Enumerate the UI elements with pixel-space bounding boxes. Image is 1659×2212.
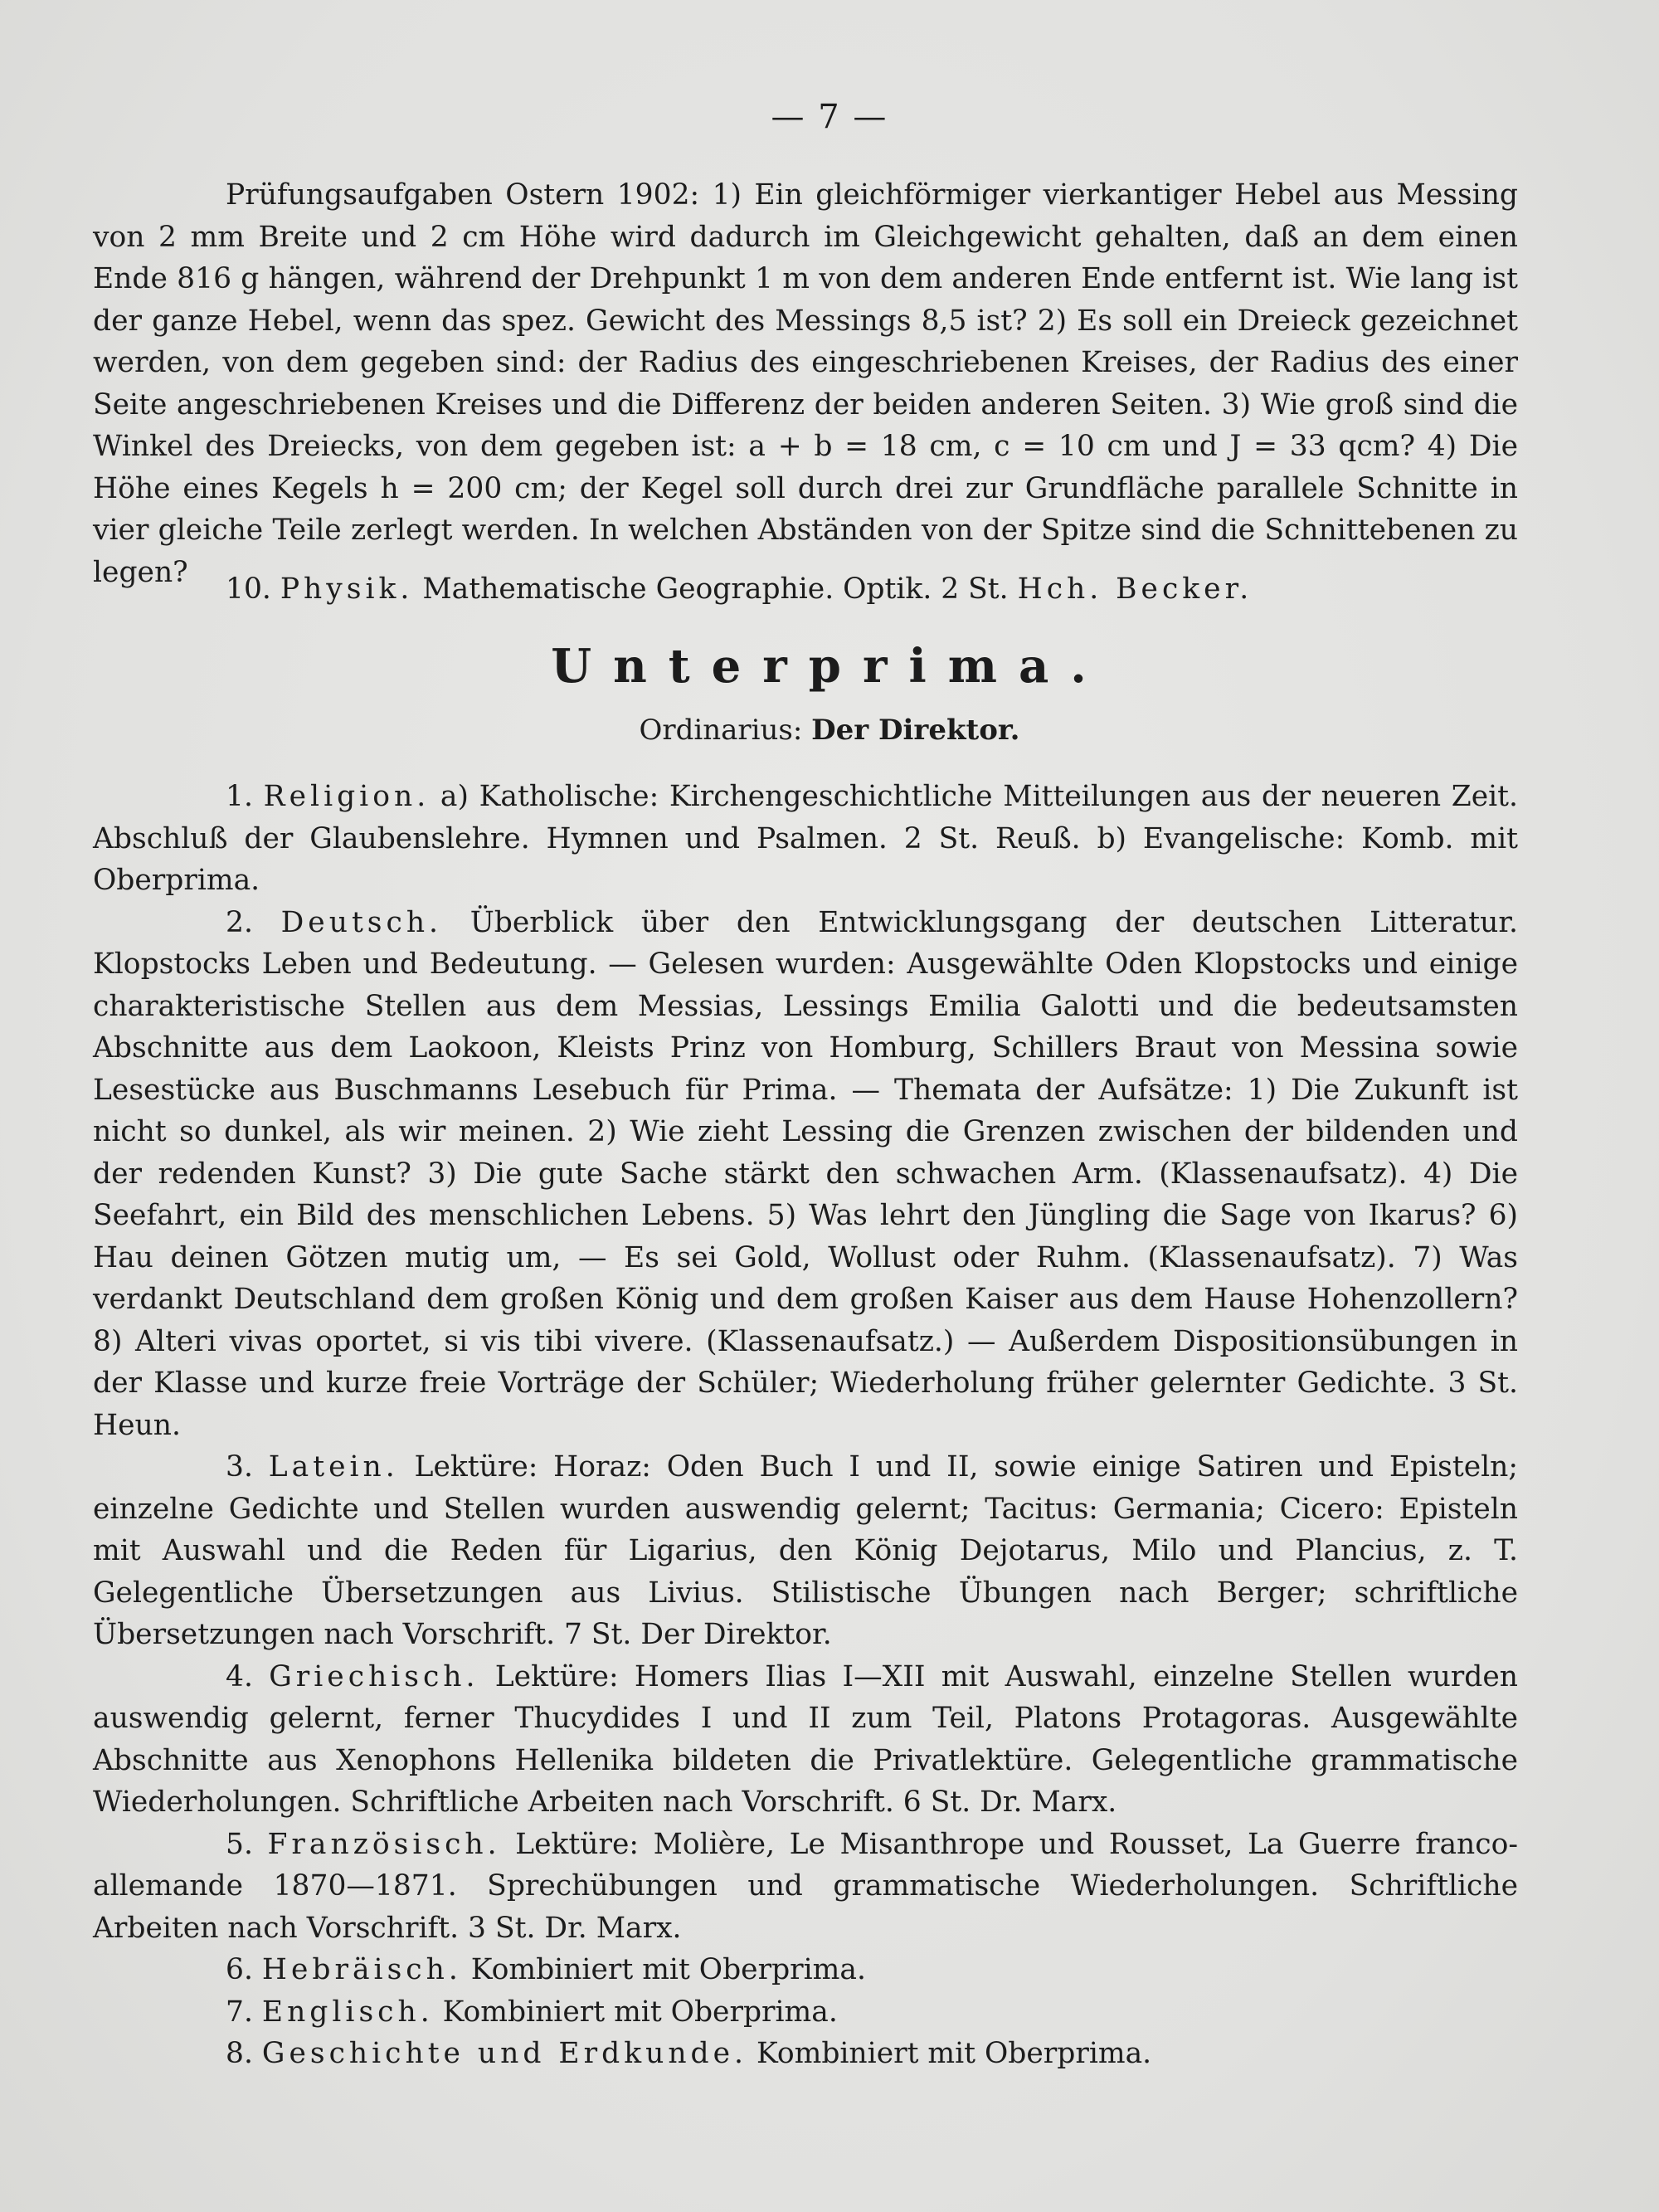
subject-text: Lektüre: Homers Ilias I—XII mit Auswahl, einzelne Stellen wurden auswendig gelernt, ferner Thucydides I und II zum Teil, Platons Protagoras. Ausgewählte Abschnitte aus Xenophons Hellenika bildeten die Privatlektüre. Gelegentliche grammatische Wiederholungen. Schriftliche Arbeiten nach Vorschrift. 6 St. Dr. Marx. — [93, 1659, 1519, 1819]
subject-title: Latein. — [268, 1450, 399, 1484]
subject-religion — [93, 776, 1518, 902]
subject-number: 8. — [226, 2037, 253, 2070]
ordinarius-label: Ordinarius: — [639, 714, 803, 747]
subject-number: 1. — [226, 780, 253, 813]
subject-title: Englisch. — [261, 1995, 434, 2029]
subject-title: Hebräisch. — [261, 1953, 462, 1986]
pruefungsaufgaben-paragraph — [93, 174, 1518, 593]
page-number: — 7 — — [771, 98, 888, 136]
subject-englisch — [93, 1991, 1518, 2034]
section-heading: Unterprima. — [551, 639, 1108, 694]
physik-teacher: Hch. Becker. — [1017, 572, 1253, 606]
physik-text: Mathematische Geographie. Optik. 2 St. — [422, 572, 1009, 606]
subject-text: a) Katholische: Kirchengeschichtliche Mitteilungen aus der neueren Zeit. Abschluß der Glaubenslehre. Hymnen und Psalmen. 2 St. Reuß. b) Evangelische: Komb. mit Oberprima. — [93, 780, 1519, 897]
subject-number: 2. — [226, 905, 253, 939]
physik-subject: Physik. — [280, 572, 414, 606]
subject-title: Religion. — [263, 780, 431, 813]
subject-number: 3. — [226, 1450, 253, 1484]
physik-line — [93, 568, 1518, 611]
subject-number: 6. — [226, 1953, 253, 1986]
subject-title: Französisch. — [267, 1827, 501, 1861]
subject-title: Deutsch. — [280, 905, 443, 939]
subject-text: Überblick über den Entwicklungsgang der deutschen Litteratur. Klopstocks Leben und Bedeutung. — Gelesen wurden: Ausgewählte Oden Klopstocks und einige charakteristische Stellen aus dem Messias, Lessings Emilia Galotti und die bedeutsamsten Abschnitte aus dem Laokoon, Kleists Prinz von Homburg, Schillers Braut von Messina sowie Lesestücke aus Buschmanns Lesebuch für Prima. — Themata der Aufsätze: 1) Die Zukunft ist nicht so dunkel, als wir meinen. 2) Wie zieht Lessing die Grenzen zwischen der bildenden und der redenden Kunst? 3) Die gute Sache stärkt den schwachen Arm. (Klassenaufsatz). 4) Die Seefahrt, ein Bild des menschlichen Lebens. 5) Was lehrt den Jüngling die Sage von Ikarus? 6) Hau deinen Götzen mutig um, — Es sei Gold, Wollust oder Ruhm. (Klassenaufsatz). 7) Was verdankt Deutschland dem großen König und dem großen Kaiser aus dem Hause Hohenzollern? 8) Alteri vivas oportet, si vis tibi vivere. (Klassenaufsatz.) — Außerdem Dispositionsübungen in der Klasse und kurze freie Vorträge der Schüler; Wiederholung früher gelernter Gedichte. 3 St. Heun. — [93, 905, 1519, 1442]
subject-text: Kombiniert mit Oberprima. — [756, 2037, 1152, 2070]
subject-text: Kombiniert mit Oberprima. — [470, 1953, 866, 1986]
subject-text: Lektüre: Molière, Le Misanthrope und Rousset, La Guerre franco-allemande 1870—1871. Sprechübungen und grammatische Wiederholungen. Schriftliche Arbeiten nach Vorschrift. 3 St. Dr. Marx. — [93, 1827, 1518, 1945]
subject-text: Kombiniert mit Oberprima. — [442, 1995, 838, 2029]
subject-title: Geschichte und Erdkunde. — [261, 2037, 748, 2070]
pruefungsaufgaben-text: Prüfungsaufgaben Ostern 1902: 1) Ein gleichförmiger vierkantiger Hebel aus Messing von 2 mm Breite und 2 cm Höhe wird dadurch im Gleichgewicht gehalten, daß an dem einen Ende 816 g hängen, während der Drehpunkt 1 m von dem anderen Ende entfernt ist. Wie lang ist der ganze Hebel, wenn das spez. Gewicht des Messings 8,5 ist? 2) Es soll ein Dreieck gezeichnet werden, von dem gegeben sind: der Radius des eingeschriebenen Kreises, der Radius des einer Seite angeschriebenen Kreises und die Differenz der beiden anderen Seiten. 3) Wie groß sind die Winkel des Dreiecks, von dem gegeben ist: a + b = 18 cm, c = 10 cm und J = 33 qcm? 4) Die Höhe eines Kegels h = 200 cm; der Kegel soll durch drei zur Grundfläche parallele Schnitte in vier gleiche Teile zerlegt werden. In welchen Abständen von der Spitze sind die Schnittebenen zu legen? — [93, 178, 1518, 589]
physik-number: 10. — [226, 572, 271, 606]
ordinarius-line — [0, 714, 1659, 747]
subject-griechisch — [93, 1656, 1518, 1824]
subject-latein — [93, 1446, 1518, 1656]
ordinarius-name: Der Direktor. — [811, 714, 1020, 747]
subject-number: 5. — [226, 1827, 253, 1861]
subject-franzoesisch — [93, 1824, 1518, 1950]
subject-number: 7. — [226, 1995, 253, 2029]
subject-deutsch — [93, 902, 1518, 1447]
subject-number: 4. — [226, 1659, 253, 1693]
subject-geschichte — [93, 2033, 1518, 2075]
subject-hebraeisch — [93, 1949, 1518, 1991]
subjects-list — [93, 776, 1518, 2075]
subject-title: Griechisch. — [269, 1659, 479, 1693]
subject-text: Lektüre: Horaz: Oden Buch I und II, sowie einige Satiren und Episteln; einzelne Gedichte und Stellen wurden auswendig gelernt; Tacitus: Germania; Cicero: Episteln mit Auswahl und die Reden für Ligarius, den König Dejotarus, Milo und Plancius, z. T. Gelegentliche Übersetzungen aus Livius. Stilistische Übungen nach Berger; schriftliche Übersetzungen nach Vorschrift. 7 St. Der Direktor. — [93, 1450, 1519, 1651]
